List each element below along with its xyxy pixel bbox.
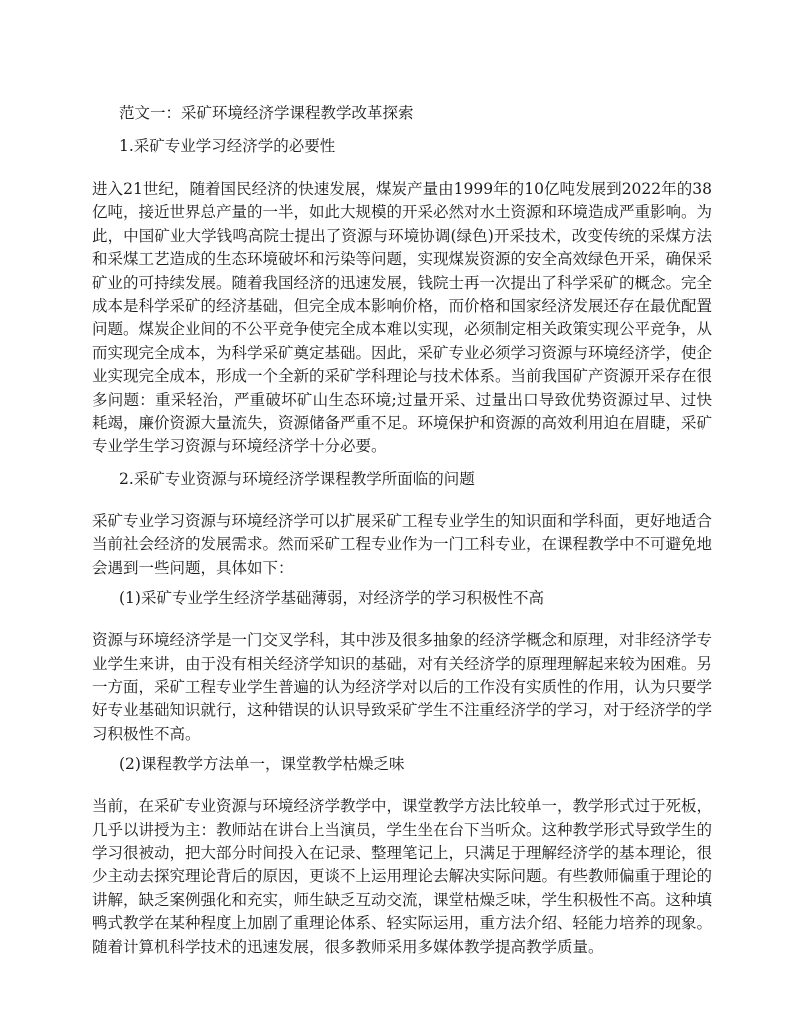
section-paragraph-3: 资源与环境经济学是一门交叉学科，其中涉及很多抽象的经济学概念和原理，对非经济学专业学生来讲，由于没有相关经济学知识的基础，对有关经济学的原理理解起来较为困难。另一方面，采矿工程专业学生普遍的认为经济学对以后的工作没有实质性的作用，认为只要学好专业基础知识就行，这种错误的认识导致采矿学生不注重经济学的学习，对于经济学的学习积极性不高。 <box>92 631 713 743</box>
section-paragraph-4: 当前，在采矿专业资源与环境经济学教学中，课堂教学方法比较单一，教学形式过于死板，几乎以讲授为主：教师站在讲台上当演员，学生坐在台下当听众。这种教学形式导致学生的学习很被动，把大部分时间投入在记录、整理笔记上，只满足于理解经济学的基本理论，很少主动去探究理论背后的原因，更谈不上运用理论去解决实际问题。有些教师偏重于理论的讲解，缺乏案例强化和充实，师生缺乏互动交流，课堂枯燥乏味，学生积极性不高。这种填鸭式教学在某种程度上加剧了重理论体系、轻实际运用，重方法介绍、轻能力培养的现象。随着计算机科学技术的迅速发展，很多教师采用多媒体教学提高教学质量。 <box>92 797 713 956</box>
section-heading-4: (2)课程教学方法单一，课堂教学枯燥乏味 <box>119 755 405 774</box>
section-heading-2: 2.采矿专业资源与环境经济学课程教学所面临的问题 <box>119 469 475 488</box>
document-title: 范文一：采矿环境经济学课程教学改革探索 <box>119 104 414 122</box>
document-page <box>92 100 712 959</box>
section-paragraph-1: 进入21世纪，随着国民经济的快速发展，煤炭产量由1999年的10亿吨发展到2022年的38亿吨，接近世界总产量的一半，如此大规模的开采必然对水土资源和环境造成严重影响。为此，中国矿业大学钱鸣高院士提出了资源与环境协调(绿色)开采技术，改变传统的采煤方法和采煤工艺造成的生态环境破坏和污染等问题，实现煤炭资源的安全高效绿色开采，确保采矿业的可持续发展。随着我国经济的迅速发展，钱院士再一次提出了科学采矿的概念。完全成本是科学采矿的经济基础，但完全成本影响价格，而价格和国家经济发展还存在最优配置问题。煤炭企业间的不公平竞争使完全成本难以实现，必须制定相关政策实现公平竞争，从而实现完全成本，为科学采矿奠定基础。因此，采矿专业必须学习资源与环境经济学，使企业实现完全成本，形成一个全新的采矿学科理论与技术体系。当前我国矿产资源开采存在很多问题：重采轻治，严重破坏矿山生态环境;过量开采、过量出口导致优势资源过早、过快耗竭，廉价资源大量流失，资源储备严重不足。环境保护和资源的高效利用迫在眉睫，采矿专业学生学习资源与环境经济学十分必要。 <box>92 180 713 456</box>
section-paragraph-2: 采矿专业学习资源与环境经济学可以扩展采矿工程专业学生的知识面和学科面，更好地适合当前社会经济的发展需求。然而采矿工程专业作为一门工科专业，在课程教学中不可避免地会遇到一些问题，具体如下： <box>92 511 713 577</box>
section-heading-1: 1.采矿专业学习经济学的必要性 <box>119 137 336 155</box>
section-heading-3: (1)采矿专业学生经济学基础薄弱，对经济学的学习积极性不高 <box>119 589 544 608</box>
